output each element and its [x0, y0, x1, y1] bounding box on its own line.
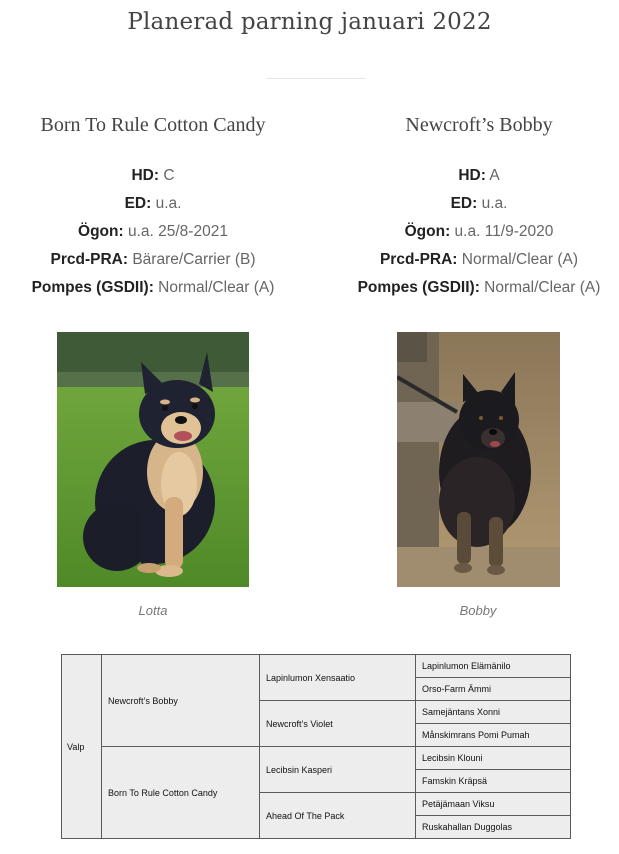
sire-name: Newcroft’s Bobby	[405, 114, 553, 136]
dam-name: Born To Rule Cotton Candy	[40, 114, 266, 136]
sire-caption: Bobby	[459, 603, 497, 618]
pedigree-gen3-item: Samejäntans Xonni	[416, 701, 571, 724]
dam-caption: Lotta	[138, 603, 168, 618]
pedigree-sire-sire: Lapinlumon Xensaatio	[260, 655, 416, 701]
pedigree-gen3-item: Famskin Kräpsä	[416, 770, 571, 793]
sire-stat-eyes: Ögon: u.a. 11/9-2020	[404, 223, 554, 240]
dam-photo[interactable]	[57, 332, 249, 587]
sire-stat-pompes: Pompes (GSDII): Normal/Clear (A)	[357, 279, 601, 296]
pedigree-gen3-item: Orso-Farm Ämmi	[416, 678, 571, 701]
sire-info	[326, 112, 619, 302]
pedigree-gen3-item: Ruskahallan Duggolas	[416, 816, 571, 839]
pedigree-root: Valp	[62, 655, 102, 839]
dam-stat-eyes: Ögon: u.a. 25/8-2021	[78, 223, 228, 240]
page-title: Planerad parning januari 2022	[127, 9, 492, 35]
pedigree-table	[61, 654, 571, 839]
dam-stat-ed: ED: u.a.	[124, 195, 182, 212]
dam-stat-pompes: Pompes (GSDII): Normal/Clear (A)	[31, 279, 275, 296]
dam-info	[0, 112, 306, 302]
pedigree-sire-dam: Newcroft’s Violet	[260, 701, 416, 747]
sire-stat-prcd: Prcd-PRA: Normal/Clear (A)	[379, 251, 579, 268]
sire-stat-ed: ED: u.a.	[450, 195, 508, 212]
pedigree-gen3-item: Petäjämaan Viksu	[416, 793, 571, 816]
title-divider	[266, 78, 366, 79]
pedigree-dam-sire: Lecibsin Kasperi	[260, 747, 416, 793]
pedigree-sire: Newcroft’s Bobby	[102, 655, 260, 747]
sire-stat-hd: HD: A	[458, 167, 500, 184]
pedigree-gen3-item: Lecibsin Klouni	[416, 747, 571, 770]
pedigree-gen3-item: Lapinlumon Elämänilo	[416, 655, 571, 678]
pedigree-gen3-item: Månskimrans Pomi Pumah	[416, 724, 571, 747]
sire-photo[interactable]	[397, 332, 560, 587]
pedigree-dam-dam: Ahead Of The Pack	[260, 793, 416, 839]
dam-stat-hd: HD: C	[131, 167, 175, 184]
pedigree-dam: Born To Rule Cotton Candy	[102, 747, 260, 839]
dam-stat-prcd: Prcd-PRA: Bärare/Carrier (B)	[50, 251, 256, 268]
